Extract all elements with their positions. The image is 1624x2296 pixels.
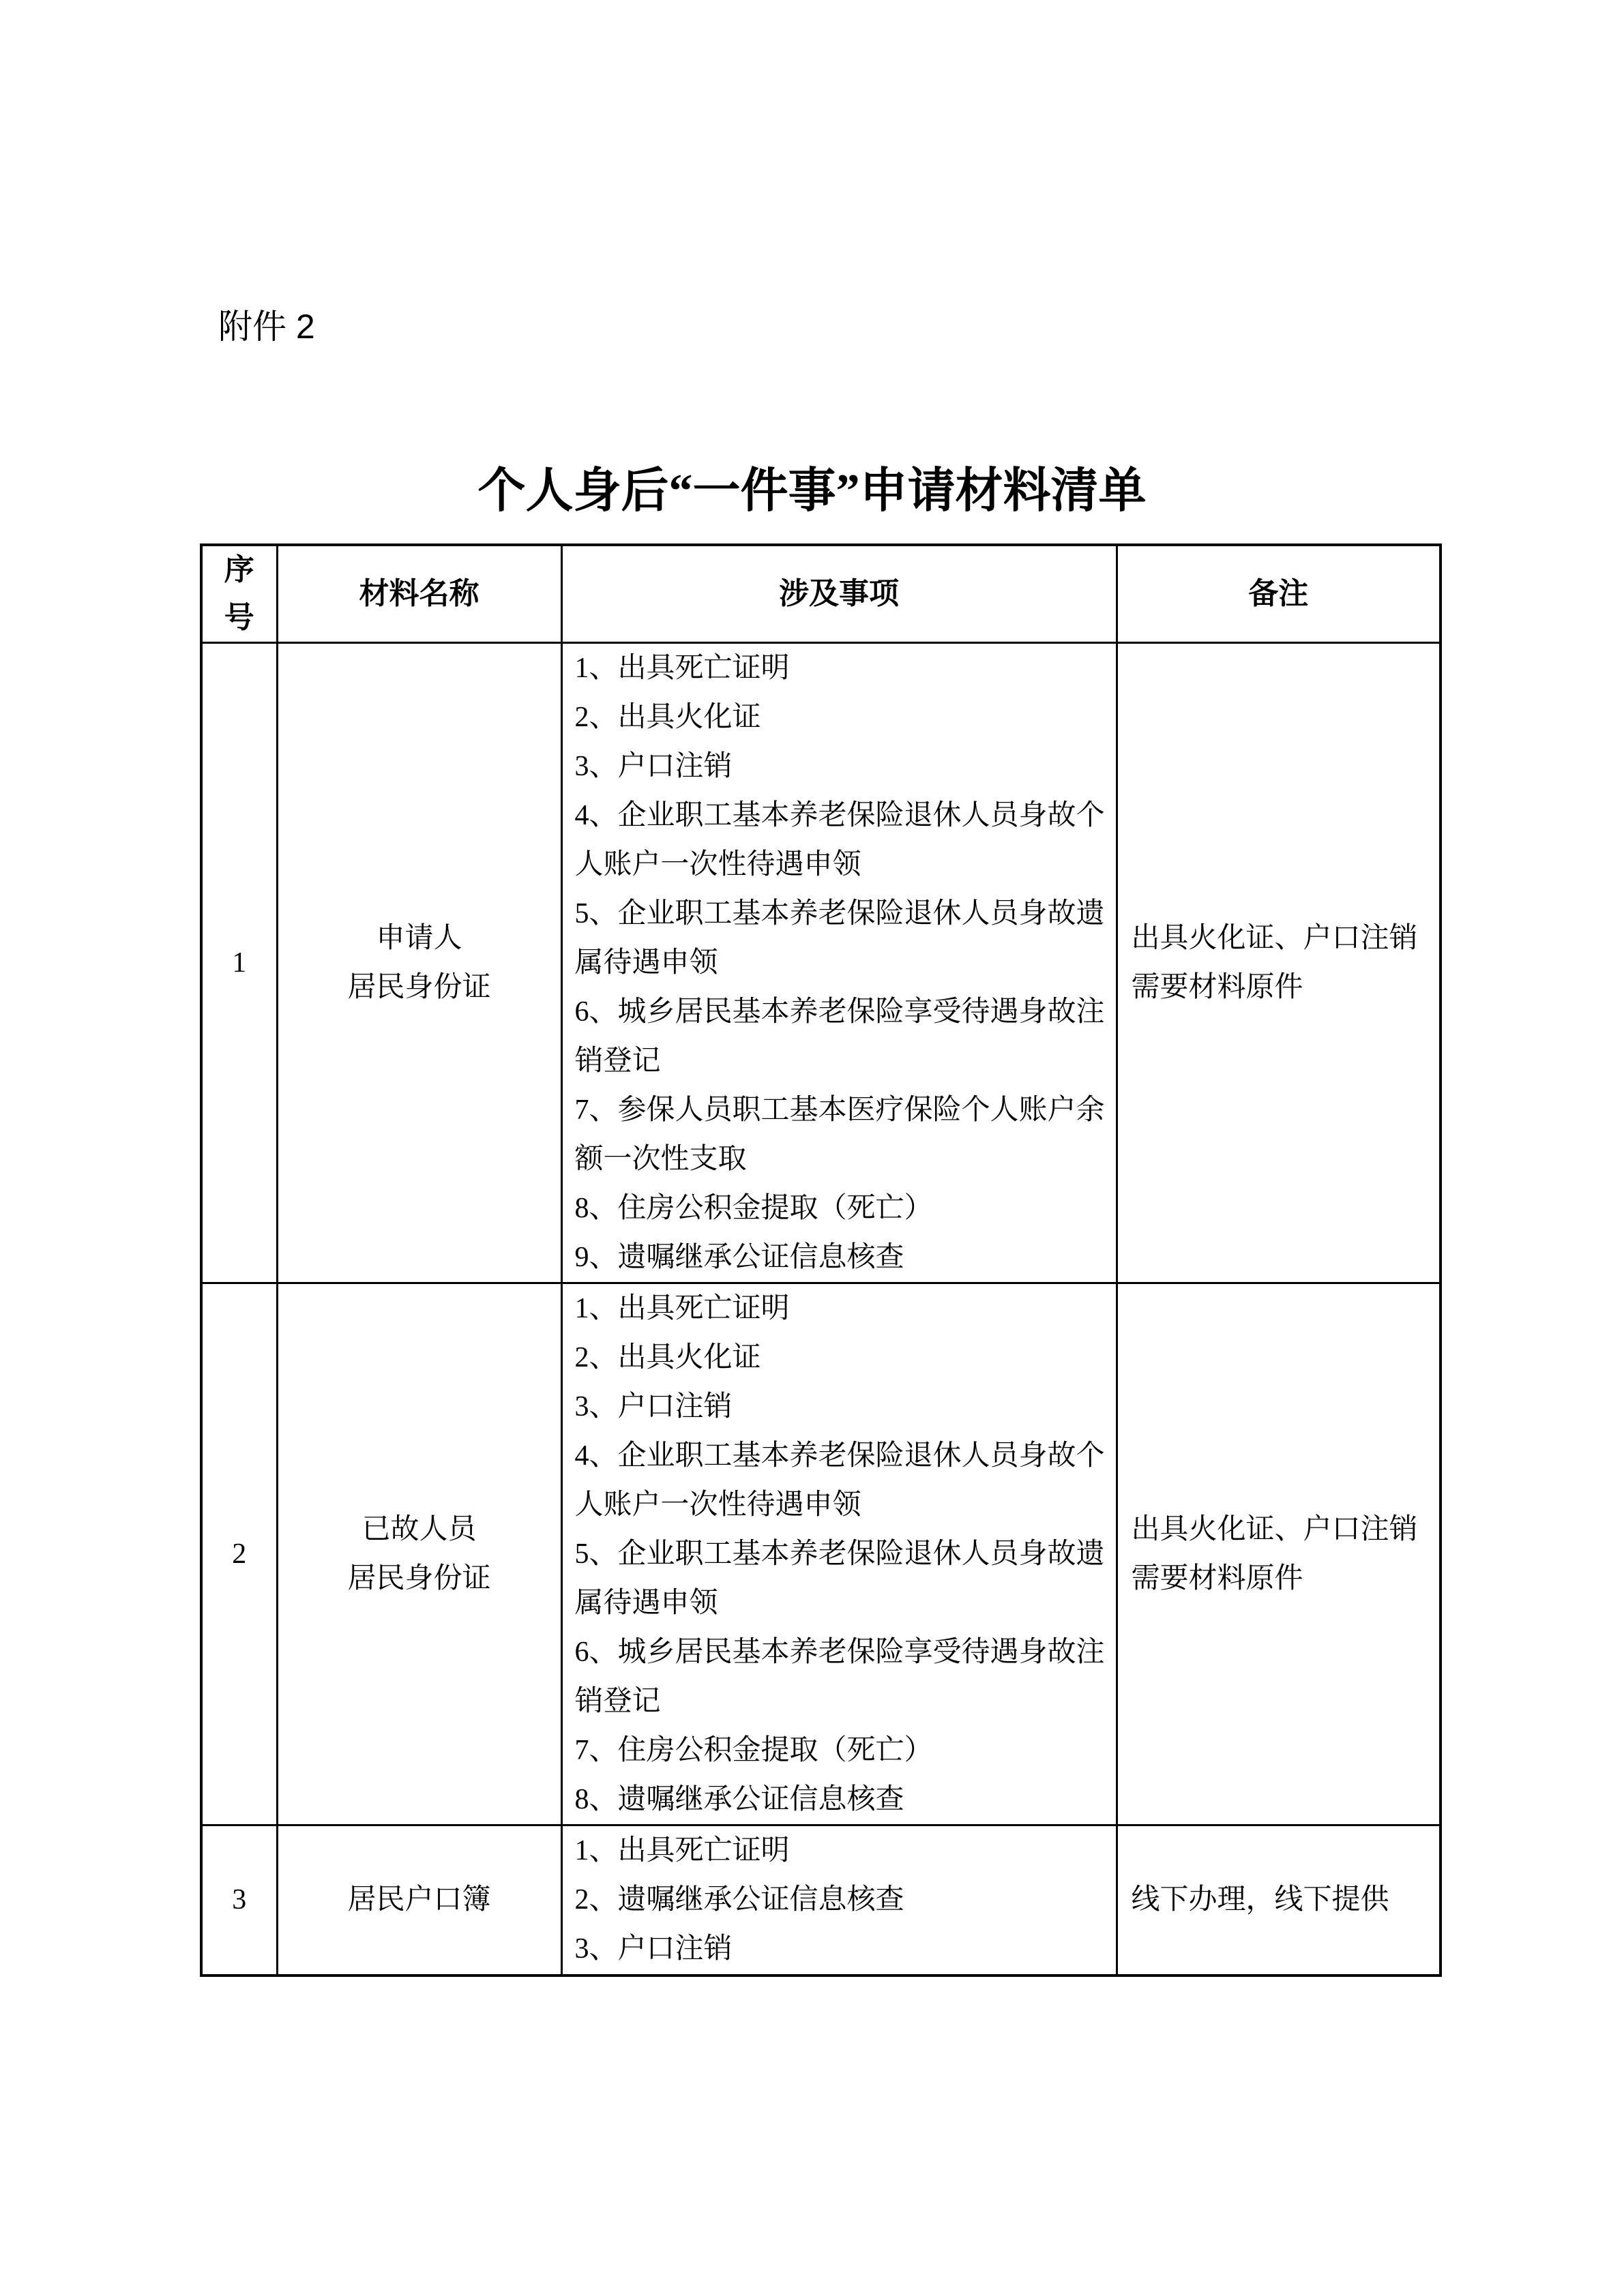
cell-serial: 1 (201, 643, 277, 1283)
table-row (201, 1283, 1441, 1825)
material-line: 居民身份证 (347, 1563, 491, 1594)
material-line: 已故人员 (361, 1514, 477, 1545)
header-cell-matters: 涉及事项 (561, 545, 1117, 643)
table-row (201, 643, 1441, 1283)
item-line: 9、遗嘱继承公证信息核查 (574, 1242, 904, 1273)
material-line: 申请人 (376, 923, 462, 954)
material-line: 居民户口簿 (347, 1884, 491, 1916)
table-row (201, 1825, 1441, 1976)
item-line: 8、遗嘱继承公证信息核查 (574, 1784, 904, 1815)
item-line: 2、出具火化证 (574, 1342, 761, 1373)
item-line: 5、企业职工基本养老保险退休人员身故遗属待遇申领 (574, 898, 1105, 979)
item-line: 3、户口注销 (574, 1391, 733, 1422)
item-line: 6、城乡居民基本养老保险享受待遇身故注销登记 (574, 996, 1105, 1077)
cell-matters (561, 1283, 1117, 1825)
header-cell-remarks: 备注 (1117, 545, 1441, 643)
item-line: 2、遗嘱继承公证信息核查 (574, 1884, 904, 1916)
cell-material (277, 1825, 561, 1976)
item-line: 5、企业职工基本养老保险退休人员身故遗属待遇申领 (574, 1538, 1105, 1619)
page-title: 个人身后“一件事”申请材料清单 (477, 465, 1147, 518)
cell-remark: 出具火化证、户口注销需要材料原件 (1117, 1283, 1441, 1825)
item-line: 1、出具死亡证明 (574, 1835, 790, 1867)
cell-serial: 3 (201, 1825, 277, 1976)
header-row (201, 545, 1441, 643)
material-line: 居民身份证 (347, 972, 491, 1003)
item-line: 7、住房公积金提取（死亡） (574, 1735, 933, 1766)
cell-matters (561, 643, 1117, 1283)
cell-material (277, 643, 561, 1283)
cell-matters (561, 1825, 1117, 1976)
attachment-label: 附件 2 (218, 308, 315, 346)
item-line: 6、城乡居民基本养老保险享受待遇身故注销登记 (574, 1637, 1105, 1717)
item-line: 8、住房公积金提取（死亡） (574, 1193, 933, 1224)
cell-serial: 2 (201, 1283, 277, 1825)
item-line: 4、企业职工基本养老保险退休人员身故个人账户一次性待遇申领 (574, 1440, 1105, 1521)
item-line: 3、户口注销 (574, 751, 733, 782)
cell-remark: 出具火化证、户口注销需要材料原件 (1117, 643, 1441, 1283)
materials-table (200, 543, 1442, 1977)
item-line: 1、出具死亡证明 (574, 1293, 790, 1324)
header-cell-material: 材料名称 (277, 545, 561, 643)
item-line: 7、参保人员职工基本医疗保险个人账户余额一次性支取 (574, 1094, 1105, 1175)
item-line: 1、出具死亡证明 (574, 653, 790, 684)
item-line: 2、出具火化证 (574, 702, 761, 733)
item-line: 3、户口注销 (574, 1933, 733, 1965)
header-cell-serial: 序号 (201, 545, 277, 643)
cell-remark: 线下办理，线下提供 (1117, 1825, 1441, 1976)
cell-material (277, 1283, 561, 1825)
item-line: 4、企业职工基本养老保险退休人员身故个人账户一次性待遇申领 (574, 800, 1105, 880)
